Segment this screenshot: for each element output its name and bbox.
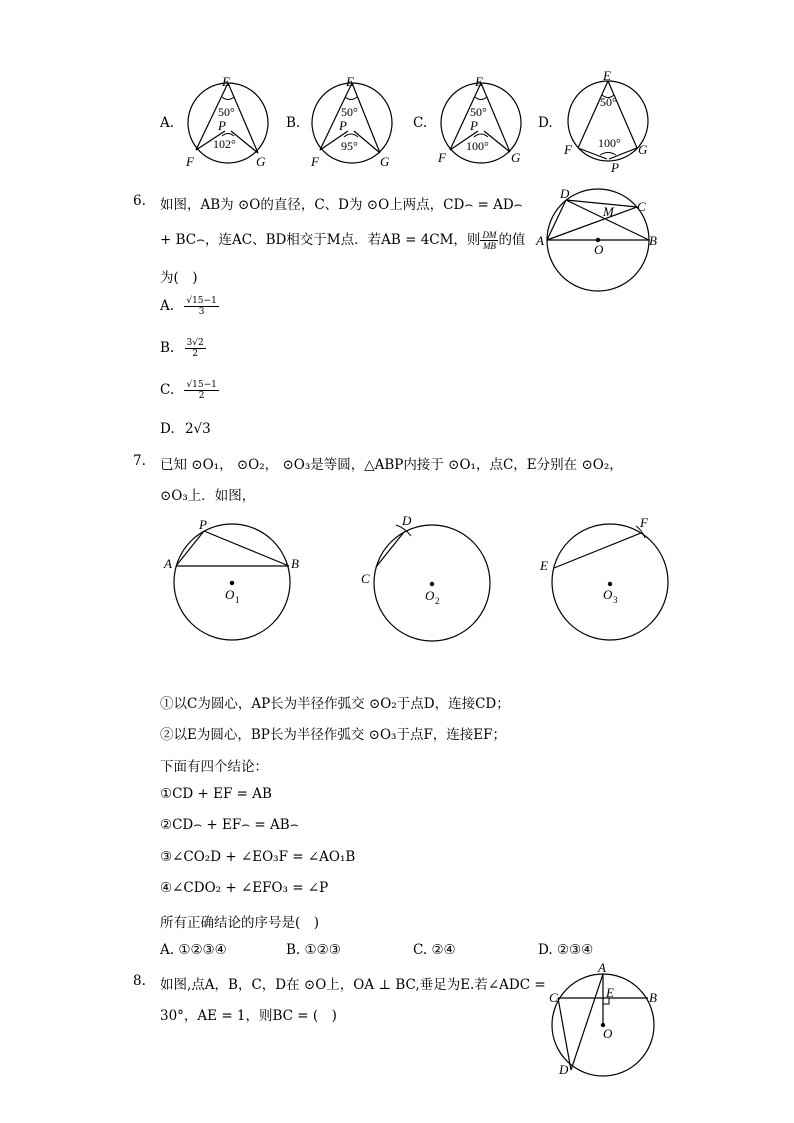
q7-f1-label-a: A: [164, 556, 172, 571]
q5d-angle-p: 100°: [598, 136, 621, 150]
q7-intro: 下面有四个结论：: [160, 759, 268, 775]
q6-option-b-den: 2: [192, 349, 198, 359]
q6-option-b-num: 3√2: [186, 338, 204, 348]
q7-f2-label-sub: 2: [435, 596, 440, 606]
q5-option-b-label: B.: [286, 115, 301, 131]
q6-stem-line2-b: 的值: [498, 232, 526, 248]
q7-step-1: ①以C为圆心，AP长为半径作弧交 ⊙O₂于点D，连接CD；: [160, 696, 510, 712]
q5d-label-f: F: [564, 142, 572, 157]
q5d-angle-top: 50°: [600, 95, 617, 109]
q5a-label-p: P: [218, 118, 226, 133]
q7-f3-label-e: E: [540, 558, 548, 573]
q7-step-2: ②以E为圆心，BP长为半径作弧交 ⊙O₃于点F，连接EF；: [160, 727, 507, 743]
q7-f1-label-o: O: [225, 587, 235, 602]
q5b-label-f: F: [311, 154, 319, 169]
q6-option-d-label: D.: [160, 421, 175, 437]
q7-f2-label-o: O: [425, 588, 435, 603]
q6-fig-label-m: M: [603, 204, 614, 219]
q5b-angle-p: 95°: [341, 139, 358, 153]
q5-option-a-label: A.: [160, 115, 175, 131]
q8-fig-label-o: O: [603, 1026, 613, 1041]
q7-stem-line1: 已知 ⊙O₁， ⊙O₂， ⊙O₃是等圆，△ABP内接于 ⊙O₁，点C，E分别在 ⊙O₂，: [160, 457, 623, 473]
q8-fig-label-d: D: [559, 1062, 569, 1077]
q5c-label-f: F: [438, 150, 446, 165]
q6-stem-line3: 为( ): [160, 270, 198, 286]
q5b-label-p: P: [339, 118, 347, 133]
q7-option-a-label: A.: [160, 942, 175, 958]
q5c-label-g: G: [511, 150, 521, 165]
q5-option-d-label: D.: [538, 115, 553, 131]
q7-f2-label-c: C: [361, 571, 370, 586]
q7-option-a-text: ①②③④: [178, 942, 227, 958]
q7-option-b-label: B.: [286, 942, 301, 958]
q7-f3-label-sub: 3: [613, 595, 618, 605]
q5c-label-p: P: [470, 118, 478, 133]
q6-fig-label-b: B: [649, 233, 657, 248]
q7-f2-label-d: D: [402, 513, 412, 528]
q5d-label-g: G: [638, 142, 648, 157]
q6-option-c-num: √15−1: [186, 380, 217, 390]
q7-option-d-label: D.: [538, 942, 553, 958]
q8-stem-line1: 如图,点A，B，C，D在 ⊙O上，OA ⊥ BC,垂足为E.若∠ADC =: [160, 977, 546, 993]
q8-fig-label-c: C: [549, 990, 558, 1005]
q6-fig-label-c: C: [637, 199, 646, 214]
q6-option-c-label: C.: [160, 382, 175, 398]
q7-option-c-label: C.: [413, 942, 428, 958]
q5a-label-f: F: [186, 154, 194, 169]
q7-option-c-text: ②④: [431, 942, 456, 958]
q7-f3-label-f: F: [640, 515, 648, 530]
q5a-label-g: G: [256, 154, 266, 169]
q7-option-b-text: ①②③: [304, 942, 341, 958]
q7-f1-label-sub: 1: [235, 595, 240, 605]
q6-stem-line1: 如图，AB为 ⊙O的直径，C、D为 ⊙O上两点，CD⌢ = AD⌢: [160, 197, 523, 213]
q7-stem-line2: ⊙O₃上．如图，: [160, 488, 256, 504]
q5c-angle-p: 100°: [466, 139, 489, 153]
q7-f1-label-p: P: [199, 517, 207, 532]
q6-option-a-label: A.: [160, 298, 175, 314]
q6-option-c-den: 2: [198, 391, 205, 401]
q8-fig-label-b: B: [649, 990, 657, 1005]
q6-stem-line2-a: + BC⌢，连AC、BD相交于M点．若AB = 4CM，则: [160, 232, 481, 248]
q6-fraction-den: MB: [482, 241, 496, 251]
q5-option-c-label: C.: [413, 115, 428, 131]
q5b-angle-top: 50°: [341, 105, 358, 119]
q7-question: 所有正确结论的序号是( ): [160, 915, 320, 931]
q7-f3-label-o: O: [603, 587, 613, 602]
q5a-label-e: E: [222, 74, 230, 89]
q5c-label-e: E: [475, 74, 483, 89]
q5d-label-e: E: [603, 68, 611, 83]
q5a-angle-top: 50°: [218, 105, 235, 119]
q6-fig-label-o: O: [594, 242, 604, 257]
q6-fig-label-a: A: [536, 233, 544, 248]
q6-fraction-num: DM: [482, 230, 497, 240]
q6-option-b-label: B.: [160, 340, 175, 356]
q7-option-d-text: ②③④: [556, 942, 594, 958]
q5a-angle-p: 102°: [213, 137, 236, 151]
q6-option-d-text: 2√3: [184, 421, 211, 437]
q8-fig-label-a: A: [598, 960, 606, 975]
q7-conclusion-1: ①CD + EF = AB: [160, 786, 272, 802]
q7-conclusion-2: ②CD⌢ + EF⌢ = AB⌢: [160, 817, 299, 833]
q7-number: 7.: [133, 453, 146, 469]
q8-number: 8.: [133, 973, 146, 989]
q6-number: 6.: [133, 193, 146, 209]
q7-conclusion-4: ④∠CDO₂ + ∠EFO₃ = ∠P: [160, 880, 329, 896]
q5d-label-p: P: [611, 160, 619, 175]
q8-stem-line2: 30°，AE = 1，则BC = ( ): [160, 1008, 337, 1024]
q7-f1-label-b: B: [291, 556, 299, 571]
q6-fig-label-d: D: [560, 186, 570, 201]
q7-conclusion-3: ③∠CO₂D + ∠EO₃F = ∠AO₁B: [160, 849, 356, 865]
q5b-label-g: G: [380, 154, 390, 169]
q5b-label-e: E: [346, 74, 354, 89]
q8-fig-label-e: E: [606, 985, 614, 1000]
q5c-angle-top: 50°: [470, 105, 487, 119]
q6-option-a-den: 3: [198, 307, 205, 317]
q6-option-a-num: √15−1: [186, 296, 217, 306]
